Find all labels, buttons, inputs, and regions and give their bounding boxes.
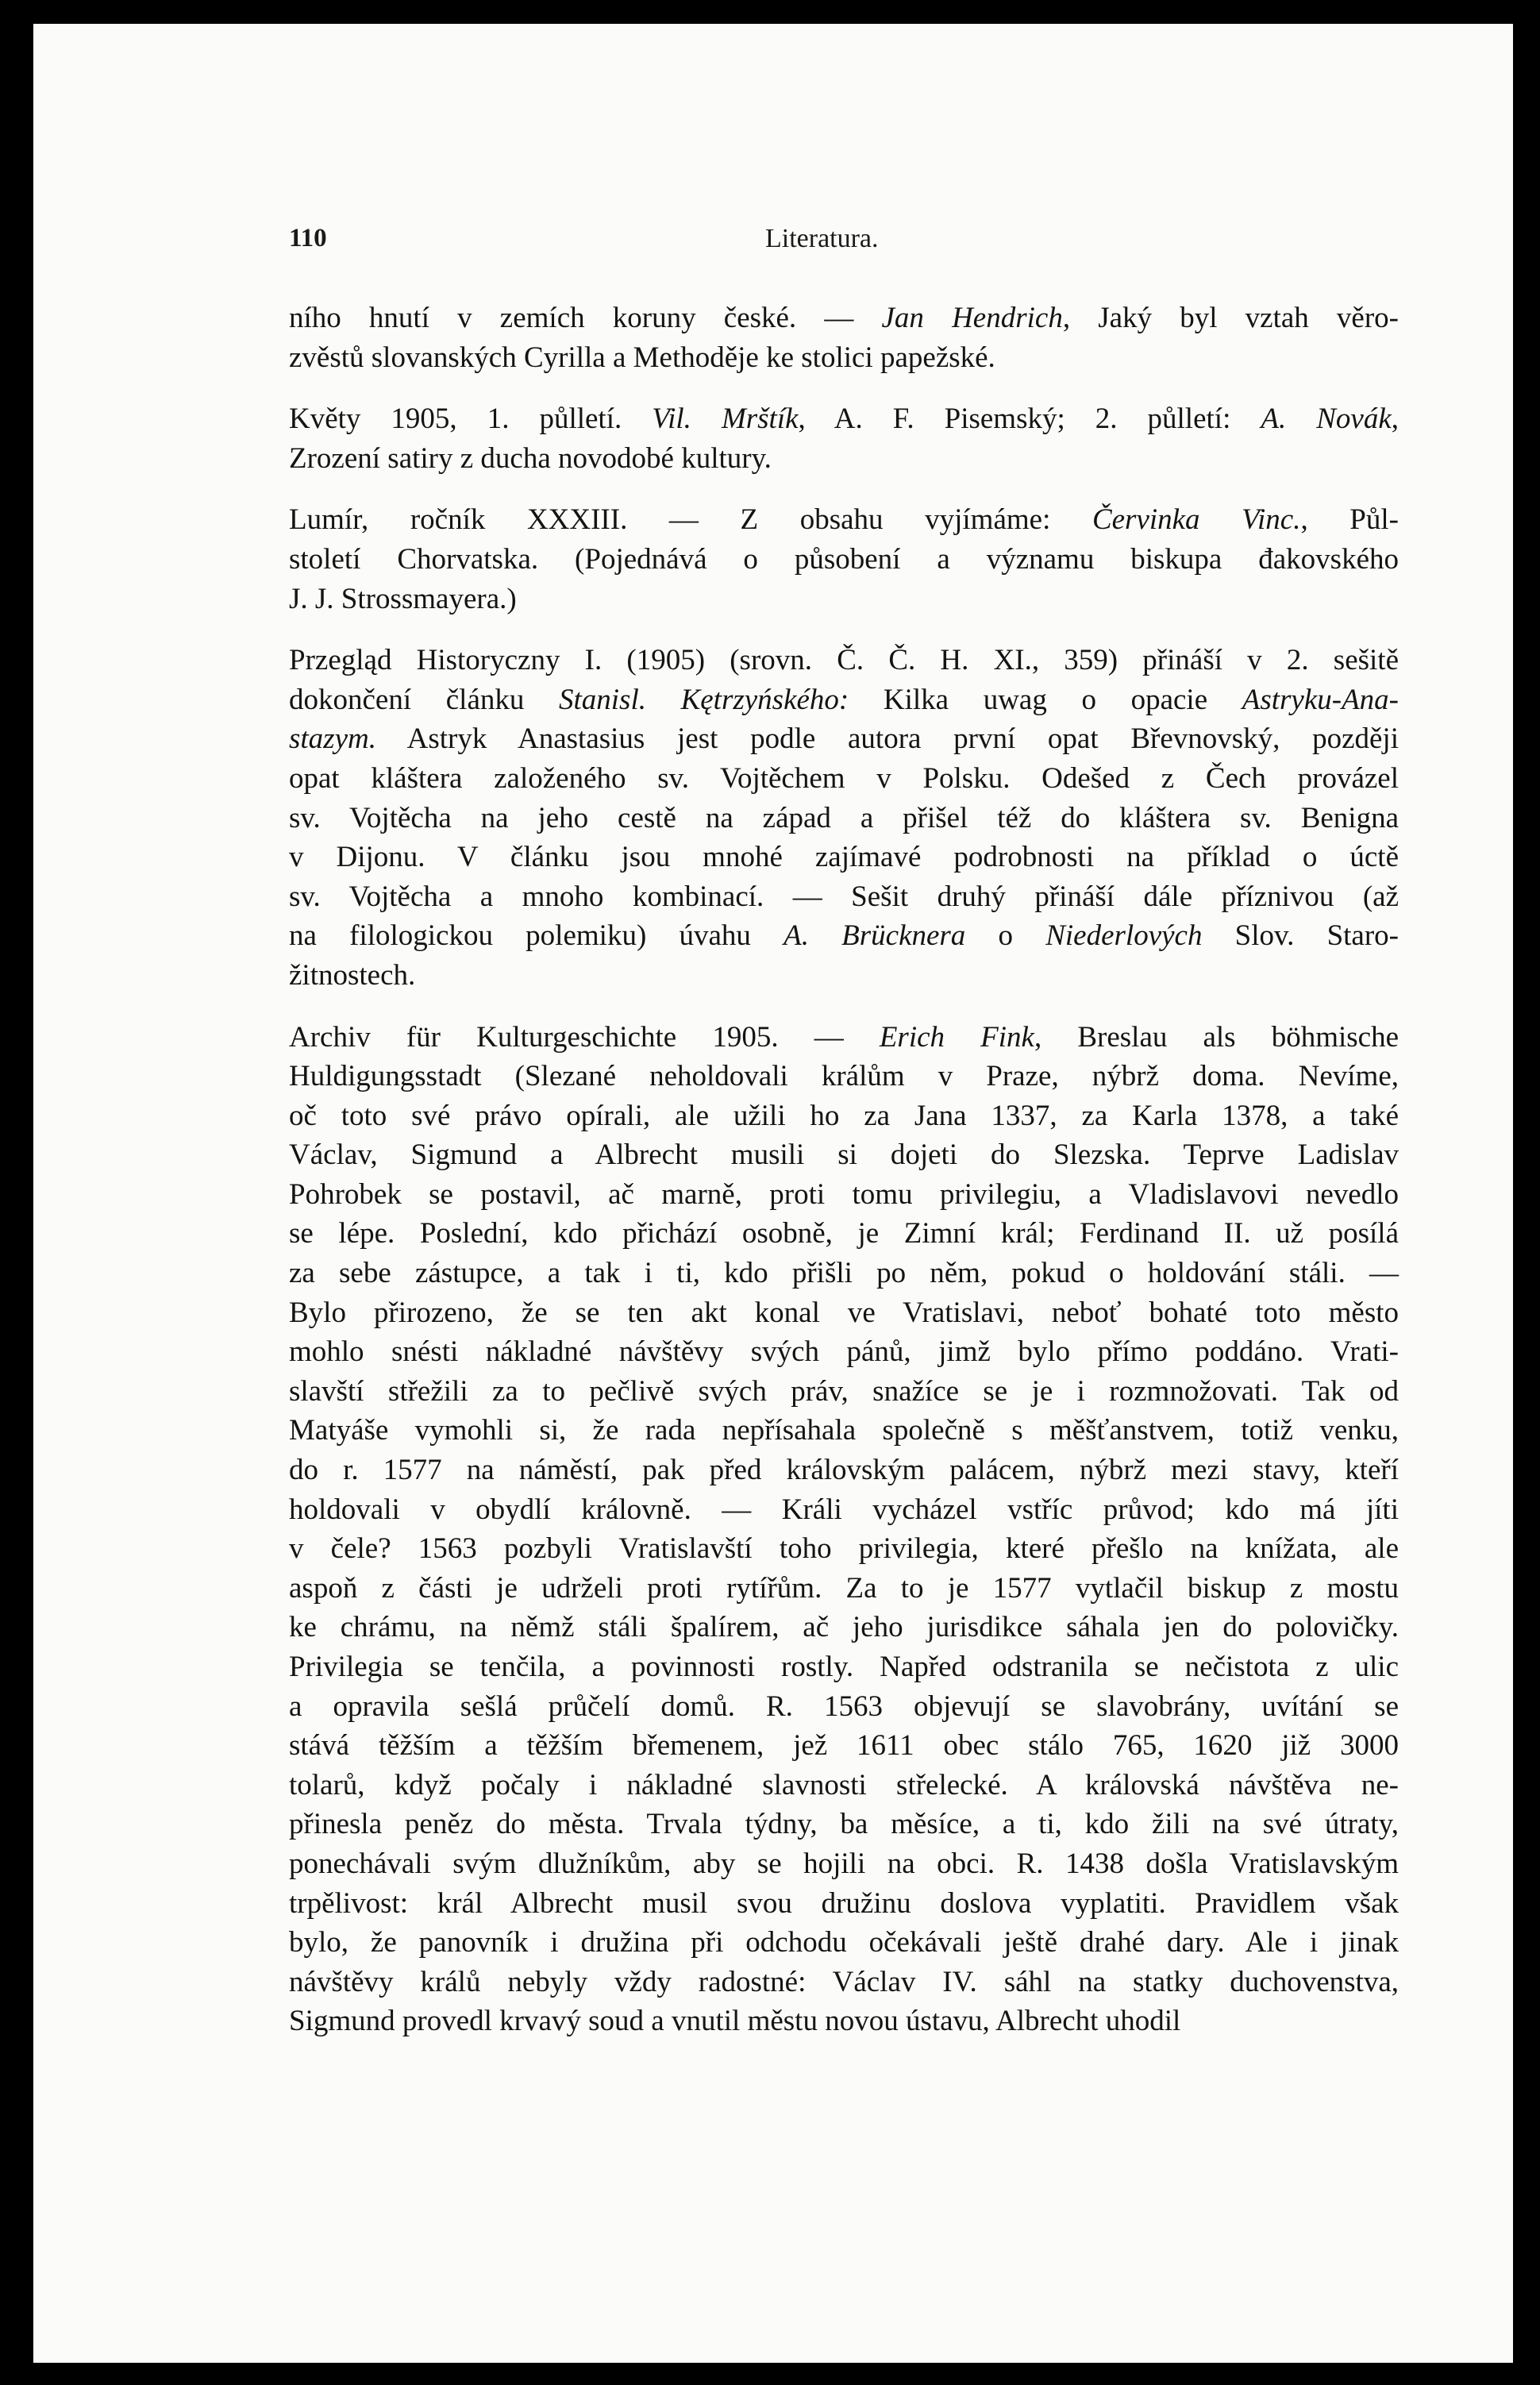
text-run: dokončení článku [289, 683, 559, 716]
text-line [289, 1647, 1399, 1687]
text-run: tolarů, když počaly i nákladné slavnosti střelecké. A královská návštěva ne- [289, 1768, 1399, 1801]
paragraph [289, 500, 1399, 618]
text-run: Privilegia se tenčila, a povinnosti rostly. Napřed odstranila se nečistota z ulic [289, 1651, 1399, 1683]
text-line [289, 838, 1399, 877]
text-line [289, 580, 1399, 619]
text-run: a opravila sešlá průčelí domů. R. 1563 objevují se slavobrány, uvítání se [289, 1690, 1399, 1723]
text-line [289, 956, 1399, 996]
book-page [33, 24, 1513, 2363]
text-run: sv. Vojtěcha a mnoho kombinací. — Sešit druhý přináší dále příznivou (až [289, 880, 1399, 913]
text-line [289, 641, 1399, 680]
text-run: Matyáše vymohli si, že rada nepřísahala společně s měšťanstvem, totiž venku, [289, 1414, 1399, 1447]
text-line [289, 1844, 1399, 1884]
text-run: žitnostech. [289, 958, 416, 992]
text-run: do r. 1577 na náměstí, pak před královským palácem, nýbrž mezi stavy, kteří [289, 1454, 1399, 1487]
text-line [289, 399, 1399, 439]
italic-run: A. Brücknera [783, 919, 966, 953]
text-line [289, 759, 1399, 799]
text-run: Zrození satiry z ducha novodobé kultury. [289, 441, 772, 475]
text-run: trpělivost: král Albrecht musil svou družinu doslova vyplatiti. Pravidlem však [289, 1886, 1399, 1920]
text-line [289, 1529, 1399, 1569]
text-run: , Breslau als böhmische [1034, 1020, 1399, 1054]
italic-run: Červinka Vinc. [1091, 503, 1301, 537]
text-run: bylo, že panovník i družina při odchodu očekávali ještě drahé dary. Ale i jinak [289, 1926, 1399, 1959]
text-run: Przegląd Historyczny I. (1905) (srovn. Č. Č. H. XI., 359) přináší v 2. sešitě [289, 644, 1399, 677]
text-run: Sigmund provedl krvavý soud a vnutil městu novou ústavu, Albrecht uhodil [289, 2005, 1181, 2038]
italic-run: Stanisl. Kętrzyńského: [558, 683, 849, 716]
italic-run: stazym. [289, 722, 376, 756]
text-line [289, 1569, 1399, 1609]
text-line [289, 1884, 1399, 1924]
text-line [289, 1726, 1399, 1766]
paragraph [289, 399, 1399, 478]
text-line [289, 877, 1399, 917]
text-run: ponechávali svým dlužníkům, aby se hojili na obci. R. 1438 došla Vratislavským [289, 1847, 1399, 1880]
italic-run: Jan Hendrich [881, 302, 1063, 334]
text-line [289, 439, 1399, 479]
text-line [289, 1175, 1399, 1215]
paragraph [289, 299, 1399, 377]
text-line [289, 338, 1399, 378]
text-run: v Dijonu. V článku jsou mnohé zajímavé podrobnosti na příklad o úctě [289, 841, 1399, 874]
italic-run: Astryku-Ana- [1242, 683, 1399, 716]
text-run: zvěstů slovanských Cyrilla a Methoděje ke stolici papežské. [289, 341, 995, 374]
text-line [289, 916, 1399, 956]
text-run: ního hnutí v zemích koruny české. — [289, 302, 882, 334]
text-line [289, 1332, 1399, 1372]
text-run: Slov. Staro- [1202, 919, 1399, 953]
text-line [289, 1135, 1399, 1175]
text-line [289, 1451, 1399, 1490]
text-run: Huldigungsstadt (Slezané neholdovali králům v Praze, nýbrž doma. Nevíme, [289, 1060, 1399, 1093]
text-run: o [965, 919, 1046, 953]
text-line [289, 1057, 1399, 1096]
text-line [289, 1923, 1399, 1963]
text-run: na filologickou polemiku) úvahu [289, 919, 784, 953]
text-run: v čele? 1563 pozbyli Vratislavští toho privilegia, které přešlo na knížata, ale [289, 1532, 1399, 1566]
page-body [289, 299, 1399, 2041]
text-run: Astryk Anastasius jest podle autora první opat Břevnovský, později [375, 722, 1399, 756]
text-run: Květy 1905, 1. půlletí. [289, 403, 653, 436]
text-run: za sebe zástupce, a tak i ti, kdo přišli po něm, pokud o holdování stáli. — [289, 1257, 1399, 1290]
text-line [289, 1372, 1399, 1412]
text-run: opat kláštera založeného sv. Vojtěchem v Polsku. Odešed z Čech provázel [289, 761, 1399, 795]
text-run: století Chorvatska. (Pojednává o působení a významu biskupa đakovského [289, 542, 1399, 576]
text-run: , Jaký byl vztah věro- [1062, 302, 1399, 334]
text-line [289, 1411, 1399, 1451]
text-line [289, 1766, 1399, 1805]
text-run: Pohrobek se postavil, ač marně, proti tomu privilegiu, a Vladislavovi nevedlo [289, 1177, 1399, 1211]
text-line [289, 1687, 1399, 1727]
text-run: , Půl- [1300, 503, 1399, 537]
text-line [289, 1608, 1399, 1647]
italic-run: Vil. Mrštík [652, 403, 799, 436]
italic-run: Erich Fink [879, 1020, 1034, 1054]
text-line [289, 1963, 1399, 2002]
text-run: oč toto své právo opírali, ale užili ho za Jana 1337, za Karla 1378, a také [289, 1099, 1399, 1132]
text-run: sv. Vojtěcha na jeho cestě na západ a přišel též do kláštera sv. Benigna [289, 801, 1399, 834]
text-line [289, 1805, 1399, 1844]
page-header [289, 224, 1392, 272]
text-run: Bylo přirozeno, že se ten akt konal ve Vratislavi, neboť bohaté toto město [289, 1296, 1399, 1329]
text-line [289, 299, 1399, 338]
running-title: Literatura. [765, 224, 879, 253]
text-line [289, 1096, 1399, 1136]
text-run: holdovali v obydlí královně. — Králi vycházel vstříc průvod; kdo má jíti [289, 1493, 1399, 1526]
text-run: Václav, Sigmund a Albrecht musili si dojeti do Slezska. Teprve Ladislav [289, 1139, 1399, 1172]
text-run: ke chrámu, na němž stáli špalírem, ač jeho jurisdikce sáhala jen do polovičky. [289, 1611, 1399, 1644]
italic-run: A. Novák [1261, 403, 1392, 436]
text-run: stává těžším a těžším břemenem, jež 1611 obec stálo 765, 1620 již 3000 [289, 1729, 1399, 1763]
paragraph [289, 641, 1399, 995]
paragraph [289, 1018, 1399, 2041]
italic-run: Niederlových [1045, 919, 1203, 953]
text-run: J. J. Strossmayera.) [289, 582, 517, 615]
text-run: přinesla peněz do města. Trvala týdny, ba měsíce, a ti, kdo žili na své útraty, [289, 1808, 1399, 1841]
text-line [289, 719, 1399, 759]
text-run: , [1391, 403, 1399, 436]
text-run: Lumír, ročník XXXIII. — Z obsahu vyjímáme: [289, 503, 1092, 537]
text-run: aspoň z části je udrželi proti rytířům. Za to je 1577 vytlačil biskup z mostu [289, 1571, 1399, 1605]
text-run: slavští střežili za to pečlivě svých práv, snažíce se je i rozmnožovati. Tak od [289, 1374, 1399, 1408]
text-line [289, 1490, 1399, 1530]
text-run: návštěvy králů nebyly vždy radostné: Václav IV. sáhl na statky duchovenstva, [289, 1965, 1399, 1998]
text-line [289, 1254, 1399, 1293]
text-run: Kilka uwag o opacie [849, 683, 1242, 716]
text-line [289, 2002, 1399, 2041]
text-run: se lépe. Poslední, kdo přichází osobně, je Zimní král; Ferdinand II. už posílá [289, 1217, 1399, 1250]
text-run: Archiv für Kulturgeschichte 1905. — [289, 1020, 880, 1054]
text-line [289, 799, 1399, 838]
text-line [289, 680, 1399, 720]
text-line [289, 500, 1399, 540]
text-line [289, 1214, 1399, 1254]
text-line [289, 1293, 1399, 1333]
text-run: mohlo snésti nákladné návštěvy svých pánů, jimž bylo přímo poddáno. Vrati- [289, 1335, 1399, 1369]
text-run: , A. F. Pisemský; 2. půlletí: [798, 403, 1261, 436]
text-line [289, 1018, 1399, 1058]
page-number: 110 [289, 224, 327, 252]
text-line [289, 540, 1399, 580]
